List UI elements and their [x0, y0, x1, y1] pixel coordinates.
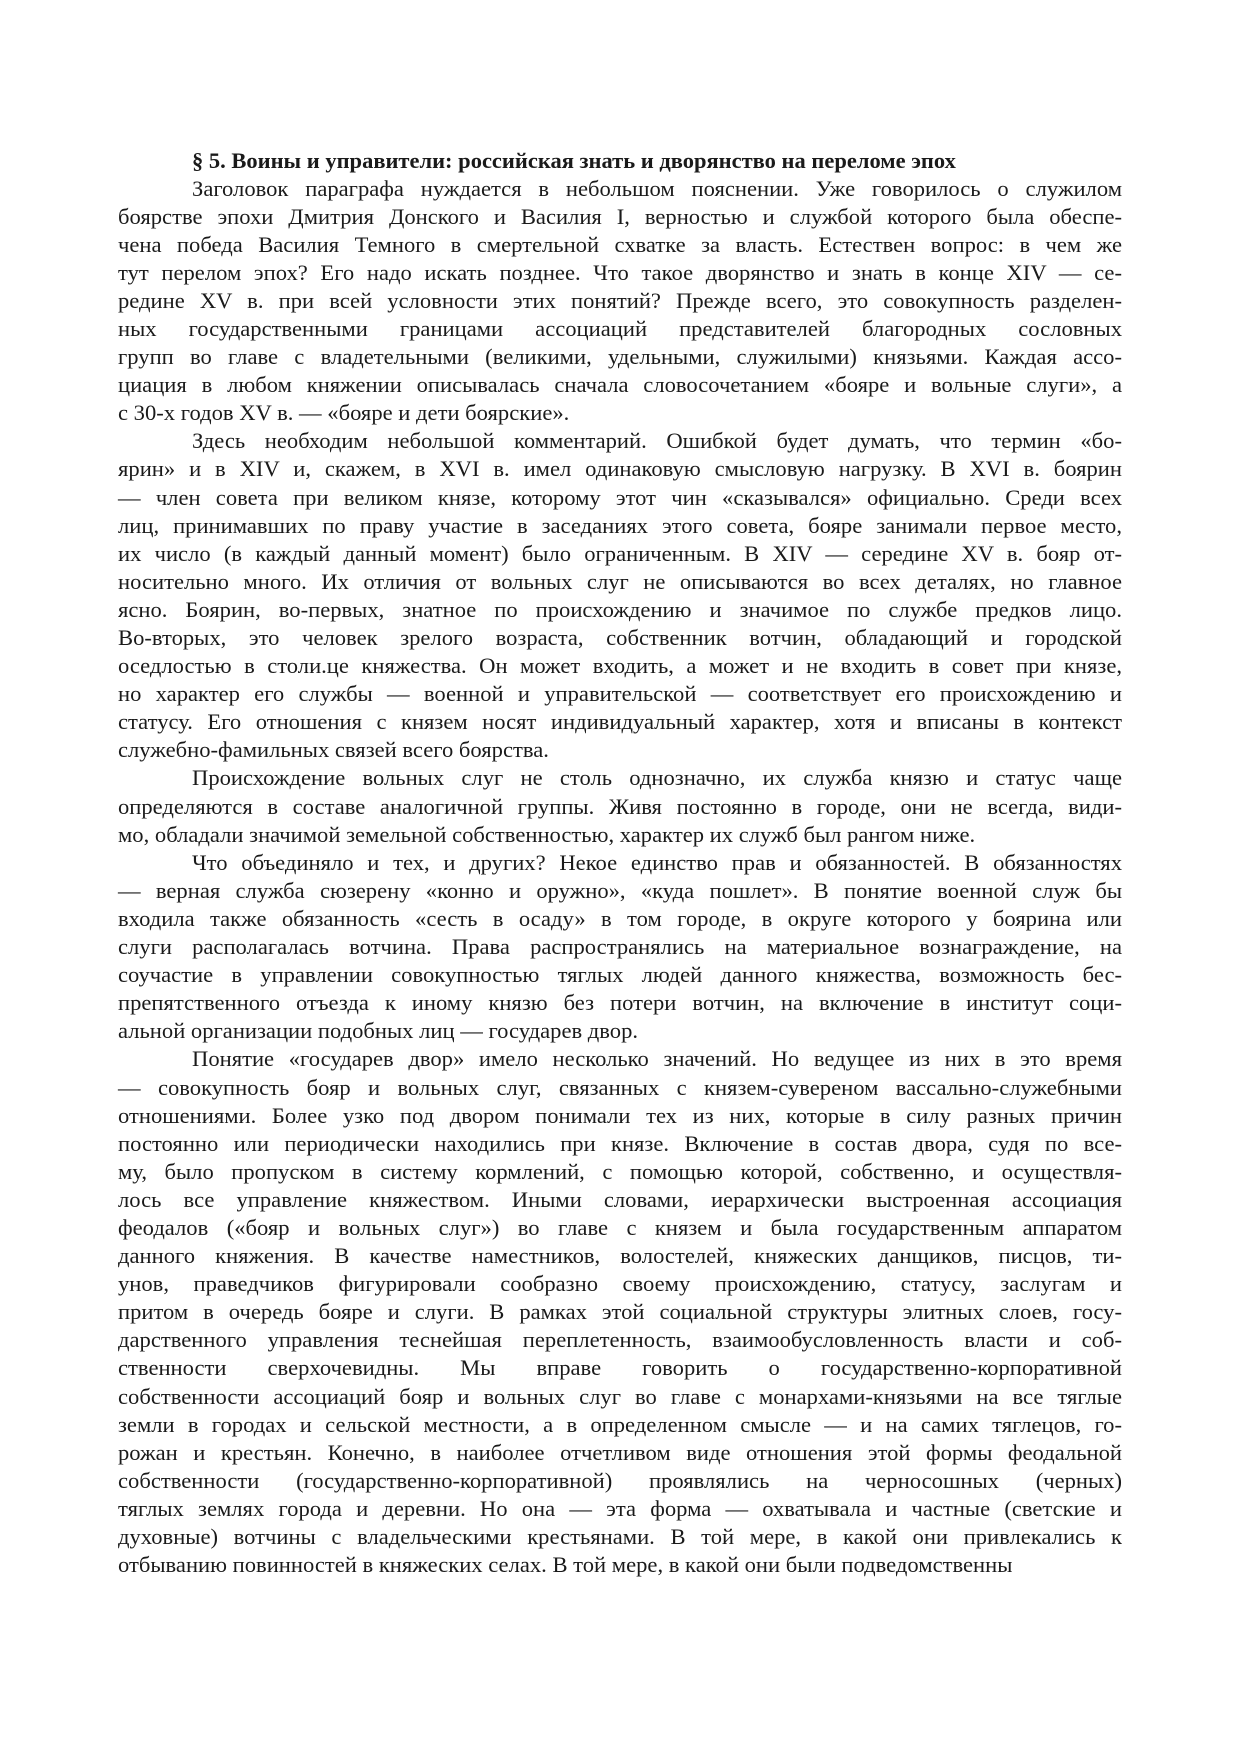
text-line: Во-вторых, это человек зрелого возраста, собственник вотчин, обладающий и городской — [118, 625, 1122, 650]
text-line: данного княжения. В качестве наместников, волостелей, княжеских данщиков, писцов, ти- — [118, 1243, 1122, 1269]
text-line: редине XV в. при всей условности этих понятий? Прежде всего, это совокупность разделен- — [118, 287, 1122, 313]
text-line: рожан и крестьян. Конечно, в наиболее отчетливом виде отношения этой формы феодальной — [118, 1439, 1122, 1465]
text-line: собственности (государственно-корпоративной) проявлялись на черносошных (черных) — [118, 1467, 1122, 1493]
text-column — [118, 147, 1122, 1579]
text-line: лиц, принимавших по праву участие в заседаниях этого совета, бояре занимали первое место, — [118, 512, 1122, 538]
text-line: притом в очередь бояре и слуги. В рамках этой социальной структуры элитных слоев, госу- — [118, 1299, 1122, 1325]
text-line: му, было пропуском в систему кормлений, с помощью которой, собственно, и осуществля- — [118, 1158, 1122, 1184]
paragraph — [118, 849, 1122, 1046]
text-line: групп во главе с владетельными (великими, удельными, служилыми) князьями. Каждая ассо- — [118, 344, 1122, 370]
text-line: тяглых землях города и деревни. Но она — эта форма — охватывала и частные (светские и — [118, 1495, 1122, 1521]
text-line: — совокупность бояр и вольных слуг, связанных с князем-сувереном вассально-служебными — [118, 1074, 1122, 1100]
paragraph — [118, 427, 1122, 764]
text-line: тут перелом эпох? Его надо искать позднее. Что такое дворянство и знать в конце XIV — се- — [118, 259, 1122, 285]
text-line: — верная служба сюзерену «конно и оружно», «куда пошлет». В понятие военной служ бы — [118, 877, 1122, 903]
text-line: Здесь необходим небольшой комментарий. Ошибкой будет думать, что термин «бо- — [192, 428, 1122, 454]
text-line: служебно-фамильных связей всего боярства. — [118, 737, 549, 763]
text-line: мо, обладали значимой земельной собственностью, характер их служб был рангом ниже. — [118, 821, 976, 847]
text-line: ных государственными границами ассоциаций представителей благородных сословных — [118, 315, 1122, 341]
paragraph — [118, 1045, 1122, 1579]
text-line: соучастие в управлении совокупностью тяглых людей данного княжества, возможность бес- — [118, 962, 1122, 988]
text-line: альной организации подобных лиц — государев двор. — [118, 1018, 639, 1044]
text-line: боярстве эпохи Дмитрия Донского и Василия I, верностью и службой которого была обеспе- — [118, 203, 1122, 229]
text-line: ственности сверхочевидны. Мы вправе говорить о государственно-корпоративной — [118, 1355, 1122, 1381]
text-line: лось все управление княжеством. Иными словами, иерархически выстроенная ассоциация — [118, 1186, 1122, 1212]
text-line: оседлостью в столи.це княжества. Он может входить, а может и не входить в совет при князе, — [118, 653, 1122, 679]
paragraph — [118, 764, 1122, 848]
text-line: определяются в составе аналогичной группы. Живя постоянно в городе, они не всегда, види- — [118, 793, 1122, 819]
text-line: земли в городах и сельской местности, а в определенном смысле — и на самих тяглецов, го- — [118, 1411, 1122, 1437]
text-line: постоянно или периодически находились при князе. Включение в состав двора, судя по все- — [118, 1130, 1122, 1156]
text-line: дарственного управления теснейшая переплетенность, взаимообусловленность власти и соб- — [118, 1327, 1122, 1353]
text-line: с 30-х годов XV в. — «бояре и дети боярские». — [118, 400, 570, 426]
text-line: Происхождение вольных слуг не столь однозначно, их служба князю и статус чаще — [192, 765, 1122, 791]
text-line: входила также обязанность «сесть в осаду» в том городе, в округе которого у боярина или — [118, 905, 1122, 931]
text-line: носительно много. Их отличия от вольных слуг не описываются во всех деталях, но главное — [118, 568, 1122, 594]
section-heading: § 5. Воины и управители: российская знать и дворянство на переломе эпох — [192, 148, 956, 173]
text-line: ярин» и в XIV и, скажем, в XVI в. имел одинаковую смысловую нагрузку. В XVI в. боярин — [118, 456, 1122, 482]
text-line: циация в любом княжении описывалась сначала словосочетанием «бояре и вольные слуги», а — [118, 372, 1122, 398]
text-line: статусу. Его отношения с князем носят индивидуальный характер, хотя и вписаны в контекст — [118, 709, 1122, 735]
paragraph-list — [118, 175, 1122, 1580]
text-line: Понятие «государев двор» имело несколько значений. Но ведущее из них в это время — [192, 1046, 1122, 1072]
text-line: слуги располагалась вотчина. Права распространялись на материальное вознаграждение, на — [118, 934, 1122, 960]
text-line: Заголовок параграфа нуждается в небольшом пояснении. Уже говорилось о служилом — [192, 175, 1122, 201]
text-line: феодалов («бояр и вольных слуг») во главе с князем и была государственным аппаратом — [118, 1214, 1122, 1240]
text-line: духовные) вотчины с владельческими крестьянами. В той мере, в какой они привлекались к — [118, 1524, 1122, 1549]
text-line: собственности ассоциаций бояр и вольных слуг во главе с монархами-князьями на все тяглые — [118, 1383, 1122, 1409]
text-line: отношениями. Более узко под двором понимали тех из них, которые в силу разных причин — [118, 1102, 1122, 1128]
text-line: чена победа Василия Темного в смертельной схватке за власть. Естествен вопрос: в чем же — [118, 231, 1122, 257]
text-line: ясно. Боярин, во-первых, знатное по происхождению и значимое по службе предков лицо. — [118, 596, 1122, 622]
text-line: унов, праведчиков фигурировали сообразно своему происхождению, статусу, заслугам и — [118, 1271, 1122, 1297]
text-line: но характер его службы — военной и управительской — соответствует его происхождению и — [118, 681, 1122, 707]
text-line: отбыванию повинностей в княжеских селах. В той мере, в какой они были подведомственны — [118, 1552, 1013, 1578]
text-line: — член совета при великом князе, которому этот чин «сказывался» официально. Среди всех — [118, 484, 1122, 510]
text-line: Что объединяло и тех, и других? Некое единство прав и обязанностей. В обязанностях — [192, 849, 1122, 875]
paragraph — [118, 175, 1122, 428]
text-line: препятственного отъезда к иному князю без потери вотчин, на включение в институт соци- — [118, 990, 1122, 1016]
text-line: их число (в каждый данный момент) было ограниченным. В XIV — середине XV в. бояр от- — [118, 540, 1122, 566]
